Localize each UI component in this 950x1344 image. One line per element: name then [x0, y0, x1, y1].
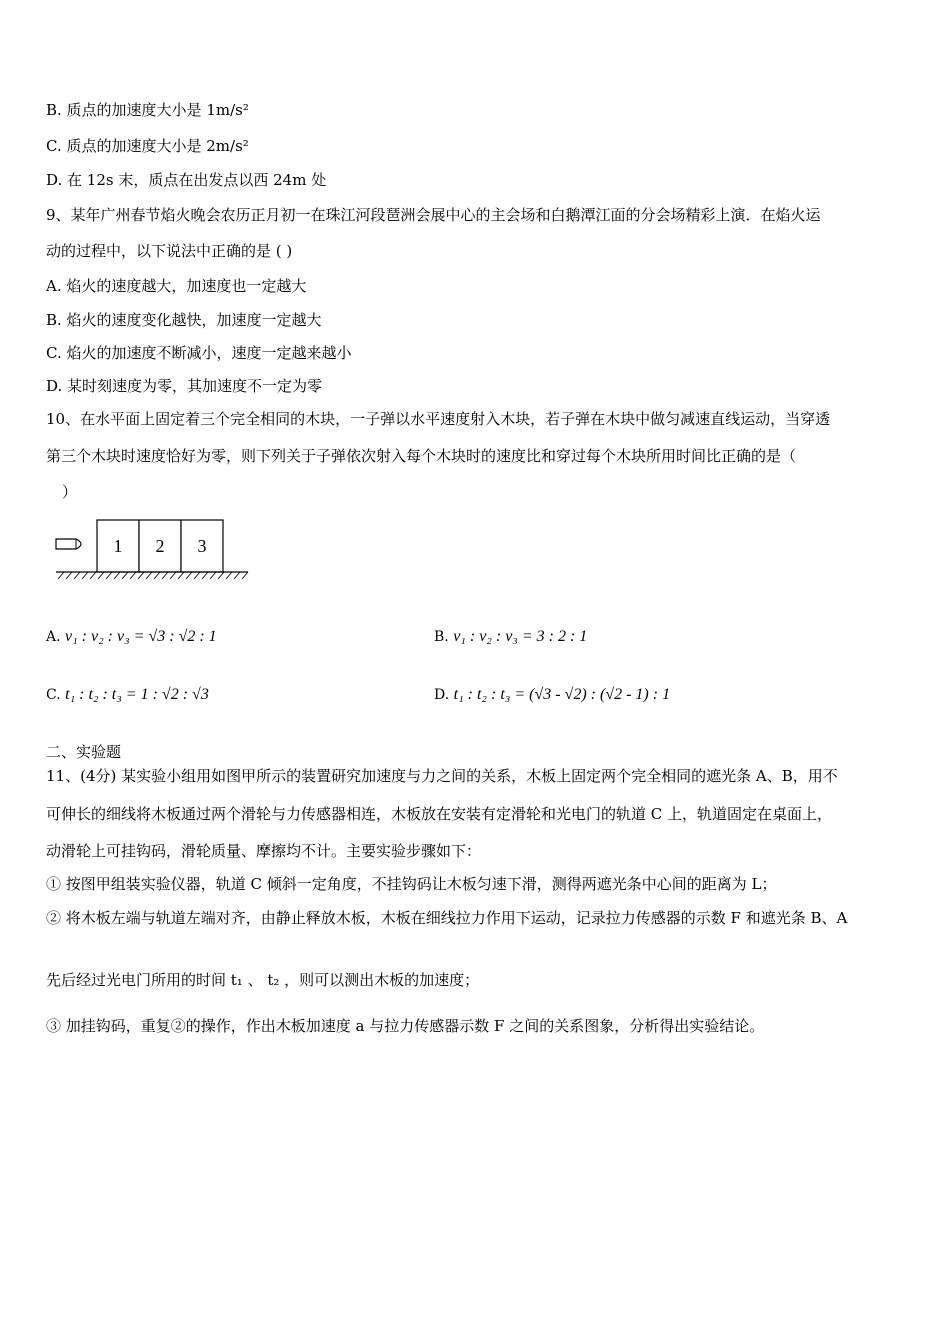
q10-stem-line2: 第三个木块时速度恰好为零，则下列关于子弹依次射入每个木块时的速度比和穿过每个木块所用时间比正确的是（	[46, 447, 797, 465]
q10-option-b	[434, 628, 587, 646]
q9-option-c: C. 焰火的加速度不断减小，速度一定越来越小	[46, 344, 352, 362]
bullet-icon	[56, 539, 81, 549]
block-label-1: 1	[113, 536, 123, 556]
section-title: 二、实验题	[46, 743, 122, 761]
q8-option-d: D. 在 12s 末，质点在出发点以西 24m 处	[46, 171, 327, 189]
q11-line1: 11、(4分) 某实验小组用如图甲所示的装置研究加速度与力之间的关系，木板上固定两个完全相同的遮光条 A、B，用不	[46, 767, 838, 785]
q10-option-c-label: C.	[46, 687, 61, 703]
block-label-2: 2	[155, 536, 165, 556]
q11-step2-line1: ② 将木板左端与轨道左端对齐，由静止释放木板，木板在细线拉力作用下运动，记录拉力传感器的示数 F 和遮光条 B、A	[46, 909, 848, 927]
q10-option-d	[434, 686, 670, 704]
q10-stem-line1: 10、在水平面上固定着三个完全相同的木块，一子弹以水平速度射入木块，若子弹在木块中做匀减速直线运动，当穿透	[46, 410, 831, 428]
bullet-blocks-figure	[52, 515, 252, 581]
q9-option-a: A. 焰火的速度越大，加速度也一定越大	[46, 277, 307, 295]
ground-hatching	[56, 572, 248, 579]
block-label-3: 3	[197, 536, 207, 556]
q11-step3: ③ 加挂钩码，重复②的操作，作出木板加速度 a 与拉力传感器示数 F 之间的关系图象，分析得出实验结论。	[46, 1017, 765, 1035]
q9-option-b: B. 焰火的速度变化越快，加速度一定越大	[46, 311, 322, 329]
q11-line2: 可伸长的细线将木板通过两个滑轮与力传感器相连，木板放在安装有定滑轮和光电门的轨道 C 上，轨道固定在桌面上，	[46, 805, 833, 823]
q10-option-b-expr: v₁ : v₂ : v₃ = 3 : 2 : 1	[453, 628, 588, 645]
q10-option-c-expr: t₁ : t₂ : t₃ = 1 : √2 : √3	[65, 686, 209, 703]
q10-option-a-expr: v₁ : v₂ : v₃ = √3 : √2 : 1	[65, 628, 217, 645]
q10-option-d-expr: t₁ : t₂ : t₃ = (√3 - √2) : (√2 - 1) : 1	[453, 686, 671, 703]
q10-stem-line3: ）	[62, 483, 78, 501]
q9-stem-line1: 9、某年广州春节焰火晚会农历正月初一在珠江河段琶洲会展中心的主会场和白鹅潭江面的分会场精彩上演．在焰火运	[46, 206, 821, 224]
q10-option-d-label: D.	[434, 687, 450, 703]
q8-option-b: B. 质点的加速度大小是 1m/s²	[46, 101, 249, 119]
q9-stem-line2: 动的过程中，以下说法中正确的是 ( )	[46, 242, 293, 260]
q10-option-b-label: B.	[434, 629, 449, 645]
q11-step2-line2: 先后经过光电门所用的时间 t₁ 、 t₂ ，则可以测出木板的加速度；	[46, 971, 480, 989]
q10-option-c	[46, 686, 209, 704]
q8-option-c: C. 质点的加速度大小是 2m/s²	[46, 137, 249, 155]
q11-line3: 动滑轮上可挂钩码，滑轮质量、摩擦均不计。主要实验步骤如下：	[46, 842, 482, 860]
q9-option-d: D. 某时刻速度为零，其加速度不一定为零	[46, 377, 323, 395]
q10-option-a	[46, 628, 217, 646]
q11-step1: ① 按图甲组装实验仪器，轨道 C 倾斜一定角度，不挂钩码让木板匀速下滑，测得两遮光条中心间的距离为 L；	[46, 875, 777, 893]
q10-option-a-label: A.	[46, 629, 61, 645]
